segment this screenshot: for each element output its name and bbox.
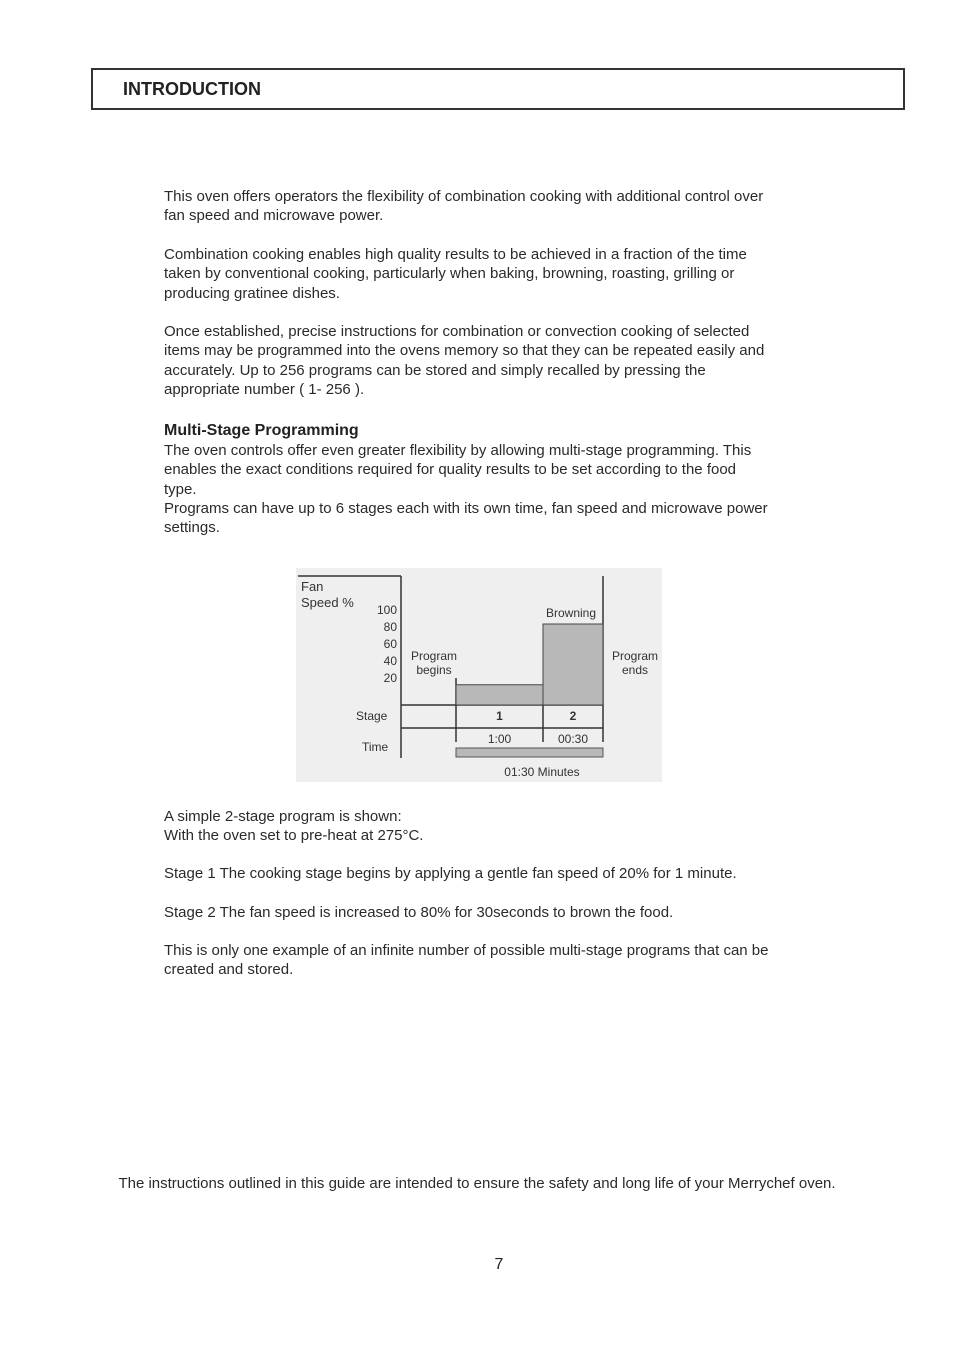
intro-paragraph-2 xyxy=(164,245,824,303)
text-line: taken by conventional cooking, particularly when baking, browning, roasting, grilling or xyxy=(164,265,735,283)
y-tick-label: 100 xyxy=(376,603,397,617)
multistage-heading: Multi-Stage Programming xyxy=(164,422,359,439)
y-axis-label-line1: Fan xyxy=(301,579,324,594)
text-line: fan speed and microwave power. xyxy=(164,207,384,225)
intro-paragraph-3 xyxy=(164,322,824,399)
stage1-description xyxy=(164,864,824,883)
program-ends-label-line1: Program xyxy=(611,649,659,663)
stage-1-bar xyxy=(456,685,543,705)
y-tick-label: 40 xyxy=(383,654,397,668)
text-line: Programs can have up to 6 stages each with its own time, fan speed and microwave power xyxy=(164,499,768,517)
text-line: Combination cooking enables high quality results to be achieved in a fraction of the time xyxy=(164,246,747,263)
page-number: 7 xyxy=(494,1256,504,1273)
footer-note: The instructions outlined in this guide are intended to ensure the safety and long life of your Merrychef oven. xyxy=(118,1175,836,1192)
y-tick-label: 20 xyxy=(383,671,397,685)
multi-stage-program-diagram xyxy=(296,568,662,782)
text-line: This is only one example of an infinite number of possible multi-stage programs that can be xyxy=(164,942,769,959)
text-line: settings. xyxy=(164,519,220,537)
text-line: With the oven set to pre-heat at 275°C. xyxy=(164,827,424,845)
time-row-label: Time xyxy=(362,740,389,754)
text-line: enables the exact conditions required for quality results to be set according to the food xyxy=(164,461,737,479)
text-line: Stage 2 The fan speed is increased to 80% for 30seconds to brown the food. xyxy=(164,904,674,921)
text-line: Stage 1 The cooking stage begins by applying a gentle fan speed of 20% for 1 minute. xyxy=(164,865,737,882)
program-begins-label-line1: Program xyxy=(410,649,458,663)
stage-time-label: 00:30 xyxy=(557,732,589,746)
example-intro xyxy=(164,807,824,846)
stage-number-label: 1 xyxy=(496,709,503,723)
intro-paragraph-1 xyxy=(164,187,824,226)
stage-2-bar xyxy=(543,624,603,705)
stage-number-label: 2 xyxy=(569,709,577,723)
program-ends-label-line2: ends xyxy=(621,663,649,677)
text-line: Once established, precise instructions for combination or convection cooking of selected xyxy=(164,323,750,340)
y-tick-label: 60 xyxy=(383,637,397,651)
total-time-label: 01:30 Minutes xyxy=(504,765,580,779)
y-tick-label: 80 xyxy=(383,620,397,634)
section-title: INTRODUCTION xyxy=(123,79,261,99)
text-line: accurately. Up to 256 programs can be stored and simply recalled by pressing the xyxy=(164,361,706,379)
text-line: producing gratinee dishes. xyxy=(164,284,340,302)
y-axis-label-line2: Speed % xyxy=(301,595,354,610)
stage-row-label: Stage xyxy=(356,709,388,723)
multistage-paragraph xyxy=(164,441,824,537)
closing-paragraph xyxy=(164,941,824,980)
stage-time-label: 1:00 xyxy=(487,732,512,746)
stage2-description xyxy=(164,903,824,922)
program-begins-label-line2: begins xyxy=(416,663,452,677)
text-line: The oven controls offer even greater flexibility by allowing multi-stage programming. This xyxy=(164,442,752,459)
text-line: A simple 2-stage program is shown: xyxy=(164,808,402,825)
browning-label: Browning xyxy=(545,606,597,620)
text-line: appropriate number ( 1- 256 ). xyxy=(164,380,365,398)
text-line: items may be programmed into the ovens memory so that they can be repeated easily and xyxy=(164,342,765,360)
total-time-bar xyxy=(456,748,603,757)
text-line: created and stored. xyxy=(164,961,294,979)
section-header-box xyxy=(91,68,905,110)
text-line: type. xyxy=(164,480,197,498)
text-line: This oven offers operators the flexibility of combination cooking with additional control over xyxy=(164,188,764,205)
